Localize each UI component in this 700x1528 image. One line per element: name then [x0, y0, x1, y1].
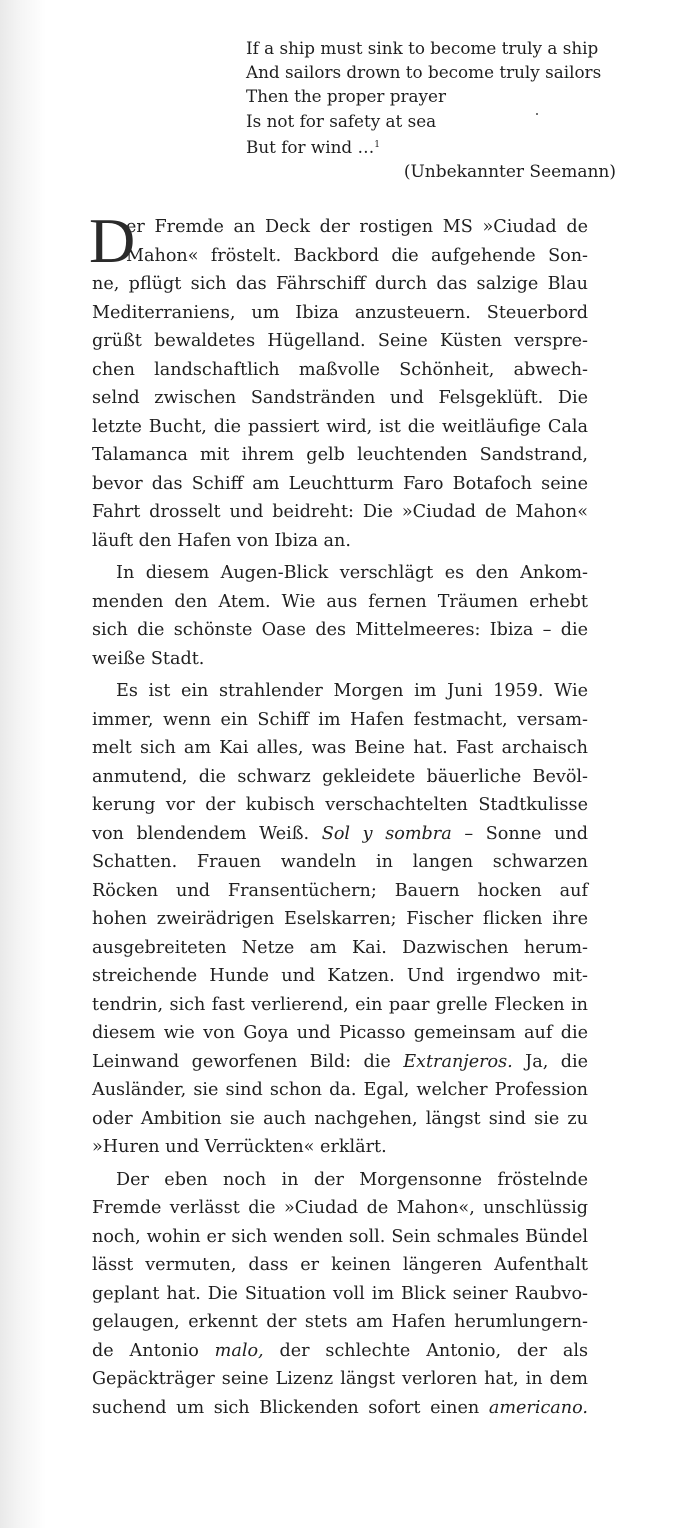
text-line: Gepäckträger seine Lizenz längst verloren hat, in dem: [92, 1369, 588, 1389]
text-line: [92, 1048, 588, 1077]
text-line: Schatten. Frauen wandeln in langen schwarzen: [92, 852, 588, 872]
text-line: Fahrt drosselt und beidreht: Die »Ciudad de Mahon«: [92, 502, 588, 522]
text-line: diesem wie von Goya und Picasso gemeinsam auf die: [92, 1023, 588, 1043]
epigraph-line: Is not for safety at sea: [246, 110, 437, 131]
italic-run: Sol y sombra: [321, 823, 452, 844]
text-run: Leinwand geworfenen Bild: die: [92, 1051, 391, 1072]
text-line: kerung vor der kubisch verschachtelten Stadtkulisse: [92, 795, 588, 815]
scan-page-edge: [0, 0, 46, 1528]
text-line: ausgebreiteten Netze am Kai. Dazwischen herum-: [92, 937, 588, 958]
text-line: Röcken und Fransentüchern; Bauern hocken auf: [92, 880, 588, 901]
epigraph-line-last: [246, 133, 606, 159]
text-run: Ja, die: [525, 1051, 589, 1072]
epigraph-line: Then the proper prayer: [246, 86, 446, 107]
text-line: tendrin, sich fast verlierend, ein paar grelle Flecken in: [92, 994, 588, 1015]
text-line: Es ist ein strahlender Morgen im Juni 1959. Wie: [116, 681, 588, 701]
text-line: bevor das Schiff am Leuchtturm Faro Botafoch seine: [92, 473, 588, 494]
text-run: – Sonne und: [464, 823, 588, 844]
text-line: oder Ambition sie auch nachgehen, längst sind sie zu: [92, 1108, 588, 1129]
text-line: In diesem Augen-Blick verschlägt es den Ankom-: [116, 563, 588, 583]
text-line: chen landschaftlich maßvolle Schönheit, abwech-: [92, 359, 588, 380]
text-line: Ausländer, sie sind schon da. Egal, welcher Profession: [92, 1080, 588, 1100]
italic-run: malo,: [214, 1340, 264, 1361]
epigraph-line-text: But for wind …: [246, 136, 375, 157]
text-line: melt sich am Kai alles, was Beine hat. Fast archaisch: [92, 738, 588, 758]
text-line: [92, 1394, 588, 1423]
text-line: streichende Hunde und Katzen. Und irgendwo mit-: [92, 966, 588, 986]
text-line: [92, 1337, 588, 1366]
body-text: [89, 205, 589, 1422]
text-line: Mahon« fröstelt. Backbord die aufgehende Son-: [126, 245, 588, 266]
text-line: hohen zweirädrigen Eselskarren; Fischer flicken ihre: [92, 909, 588, 929]
text-line: [92, 820, 588, 849]
epigraph: [246, 36, 606, 159]
text-line: geplant hat. Die Situation voll im Blick seiner Raubvo-: [92, 1283, 588, 1304]
text-line: Mediterraniens, um Ibiza anzusteuern. Steuerbord: [92, 302, 588, 323]
epigraph-line: And sailors drown to become truly sailors: [246, 62, 602, 83]
text-line: grüßt bewaldetes Hügelland. Seine Küsten verspre-: [92, 331, 588, 351]
text-run: von blendendem Weiß.: [92, 823, 310, 844]
epigraph-attribution: (Unbekannter Seemann): [403, 162, 616, 182]
italic-run: Extranjeros.: [403, 1051, 513, 1072]
text-line: »Huren und Verrückten« erklärt.: [92, 1137, 387, 1157]
text-line: sich die schönste Oase des Mittelmeeres: Ibiza – die: [92, 620, 588, 640]
text-line: Talamanca mit ihrem gelb leuchtenden Sandstrand,: [92, 445, 588, 465]
text-line: gelaugen, erkennt der stets am Hafen herumlungern-: [92, 1312, 588, 1332]
text-line: Der eben noch in der Morgensonne fröstelnde: [116, 1169, 588, 1190]
text-line: läuft den Hafen von Ibiza an.: [92, 530, 351, 551]
text-line: Fremde verlässt die »Ciudad de Mahon«, unschlüssig: [92, 1198, 588, 1218]
text-line: immer, wenn ein Schiff im Hafen festmacht, versam-: [92, 709, 588, 730]
drop-cap: D: [89, 205, 136, 276]
text-line: ne, pflügt sich das Fährschiff durch das salzige Blau: [92, 274, 588, 294]
text-run: der schlechte Antonio, der als: [279, 1340, 588, 1361]
text-line: noch, wohin er sich wenden soll. Sein schmales Bündel: [92, 1226, 588, 1247]
text-line: selnd zwischen Sandstränden und Felsgeklüft. Die: [92, 388, 588, 408]
text-line: menden den Atem. Wie aus fernen Träumen erhebt: [92, 591, 588, 612]
italic-run: americano.: [488, 1397, 588, 1418]
text-line: lässt vermuten, dass er keinen längeren Aufenthalt: [92, 1255, 588, 1275]
text-line: weiße Stadt.: [92, 648, 205, 669]
footnote-mark: 1: [374, 139, 381, 150]
text-run: suchend um sich Blickenden sofort einen: [92, 1397, 480, 1418]
epigraph-line: If a ship must sink to become truly a ship: [246, 38, 599, 58]
text-line: letzte Bucht, die passiert wird, ist die weitläufige Cala: [92, 416, 588, 437]
text-line: anmutend, die schwarz gekleidete bäuerliche Bevöl-: [92, 766, 588, 787]
text-run: de Antonio: [92, 1340, 199, 1361]
text-line: er Fremde an Deck der rostigen MS »Ciudad de: [126, 217, 588, 237]
